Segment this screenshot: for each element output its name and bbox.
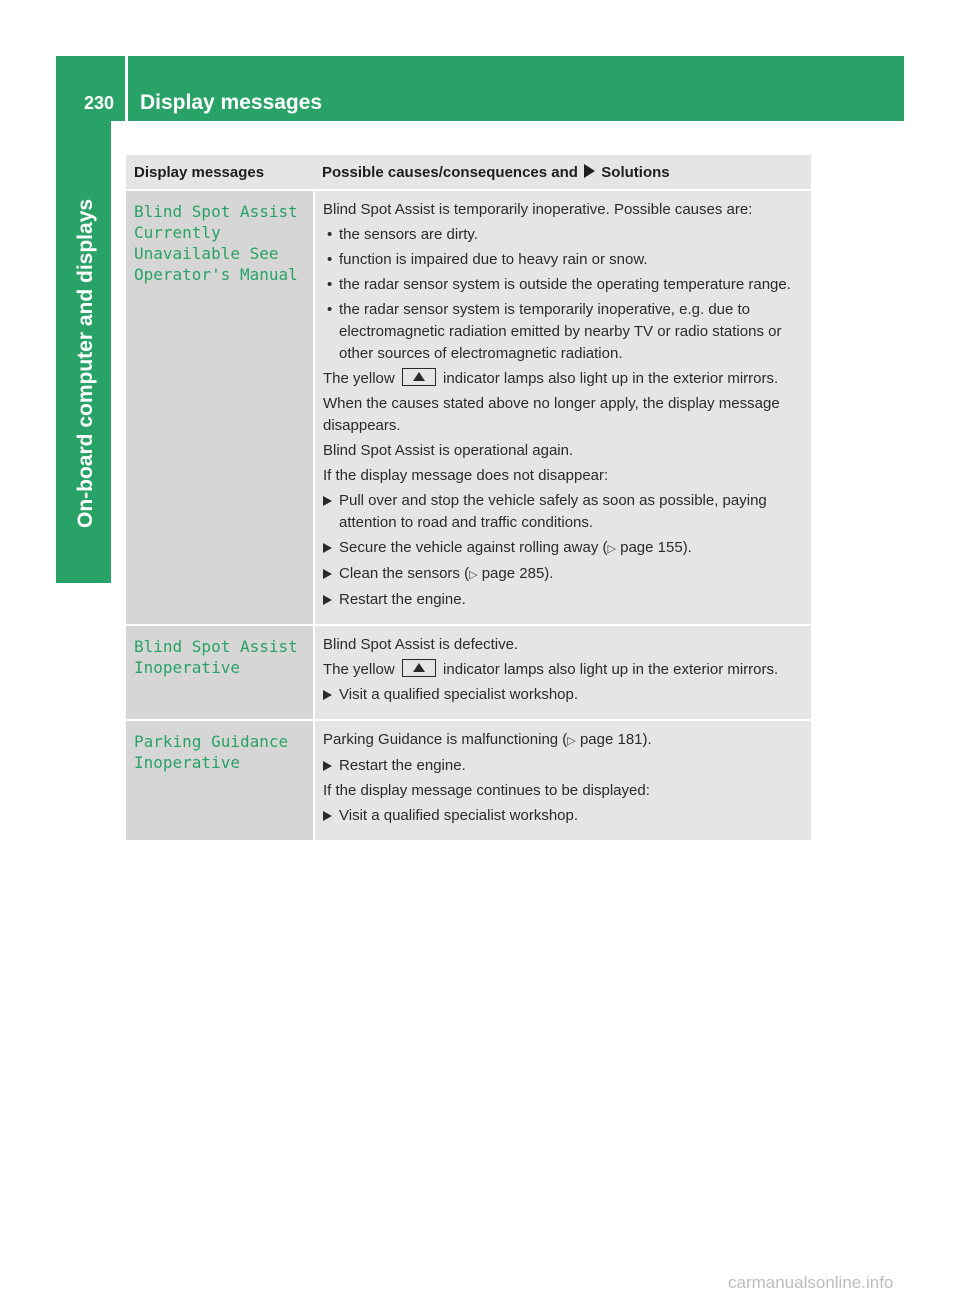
cause-bullet: • the radar sensor system is temporarily inoperative, e.g. due to electromagnetic radiation emitted by nearby TV or radio stations or other sources of electromagnetic radiation.	[323, 299, 803, 365]
solution-cell	[314, 625, 811, 720]
lamp-note-before: The yellow	[323, 661, 395, 678]
lamp-note	[323, 368, 803, 390]
col-header-solutions-suffix: Solutions	[601, 163, 670, 181]
message-cell	[126, 720, 314, 841]
action-arrow-icon	[323, 811, 332, 821]
lamp-note-before: The yellow	[323, 370, 395, 387]
step-text: Clean the sensors (	[339, 565, 470, 582]
col-header-messages: Display messages	[126, 155, 314, 190]
cause-bullet: • function is impaired due to heavy rain or snow.	[323, 249, 803, 271]
action-arrow-icon	[584, 164, 595, 178]
message-cell	[126, 190, 314, 625]
step-text: Restart the engine.	[339, 757, 466, 774]
paragraph: If the display message continues to be displayed:	[323, 782, 650, 799]
page-reference[interactable]: page 155).	[620, 539, 692, 556]
lamp-note	[323, 659, 803, 681]
action-step	[323, 755, 803, 777]
action-step	[323, 490, 803, 534]
cause-bullet: • the sensors are dirty.	[323, 224, 803, 246]
page-reference[interactable]: page 181).	[579, 731, 652, 748]
action-step	[323, 537, 803, 560]
display-messages-table	[126, 155, 811, 842]
table-row	[126, 625, 811, 720]
step-text: Visit a qualified specialist workshop.	[339, 686, 579, 703]
page-ref-icon: ▷	[567, 735, 576, 747]
page-ref-icon: ▷	[607, 543, 616, 555]
paragraph: If the display message does not disappear:	[323, 467, 609, 484]
action-arrow-icon	[323, 569, 332, 579]
page-ref-icon: ▷	[469, 569, 478, 581]
step-text: Pull over and stop the vehicle safely as soon as possible, paying attention to road and traffic conditions.	[339, 492, 767, 531]
action-step	[323, 589, 803, 611]
step-text: Visit a qualified specialist workshop.	[339, 807, 579, 824]
paragraph	[323, 729, 803, 752]
lamp-note-after: indicator lamps also light up in the exterior mirrors.	[443, 370, 779, 387]
action-arrow-icon	[323, 496, 332, 506]
message-cell	[126, 625, 314, 720]
paragraph: Blind Spot Assist is operational again.	[323, 442, 574, 459]
step-text: Secure the vehicle against rolling away (	[339, 539, 608, 556]
display-message: Blind Spot Assist Inoperative	[134, 637, 298, 677]
page-reference[interactable]: page 285).	[481, 565, 554, 582]
action-step	[323, 563, 803, 586]
action-arrow-icon	[323, 595, 332, 605]
page-number: 230	[84, 93, 115, 113]
action-step	[323, 684, 803, 706]
action-arrow-icon	[323, 761, 332, 771]
side-label: On-board computer and displays	[74, 198, 97, 528]
table-row	[126, 190, 811, 625]
col-header-solutions	[314, 155, 811, 190]
action-arrow-icon	[323, 543, 332, 553]
table-row	[126, 720, 811, 841]
display-message: Blind Spot Assist Currently Unavailable See Operator's Manual	[134, 202, 298, 284]
paragraph: When the causes stated above no longer apply, the display message disappears.	[323, 395, 780, 434]
warning-lamp-icon	[402, 368, 436, 386]
cause-intro: Blind Spot Assist is temporarily inoperative. Possible causes are:	[323, 201, 753, 218]
warning-lamp-icon	[402, 659, 436, 677]
paragraph: Blind Spot Assist is defective.	[323, 636, 519, 653]
solution-cell	[314, 720, 811, 841]
action-step	[323, 805, 803, 827]
action-arrow-icon	[323, 690, 332, 700]
section-title: Display messages	[140, 91, 323, 114]
paragraph-text: Parking Guidance is malfunctioning (	[323, 731, 568, 748]
cause-bullet: • the radar sensor system is outside the operating temperature range.	[323, 274, 803, 296]
col-header-solutions-text: Possible causes/consequences and	[322, 163, 578, 181]
step-text: Restart the engine.	[339, 591, 466, 608]
lamp-note-after: indicator lamps also light up in the exterior mirrors.	[443, 661, 779, 678]
display-message: Parking Guidance Inoperative	[134, 732, 289, 772]
header-divider	[125, 56, 128, 121]
solution-cell	[314, 190, 811, 625]
watermark: carmanualsonline.info	[728, 1273, 894, 1292]
